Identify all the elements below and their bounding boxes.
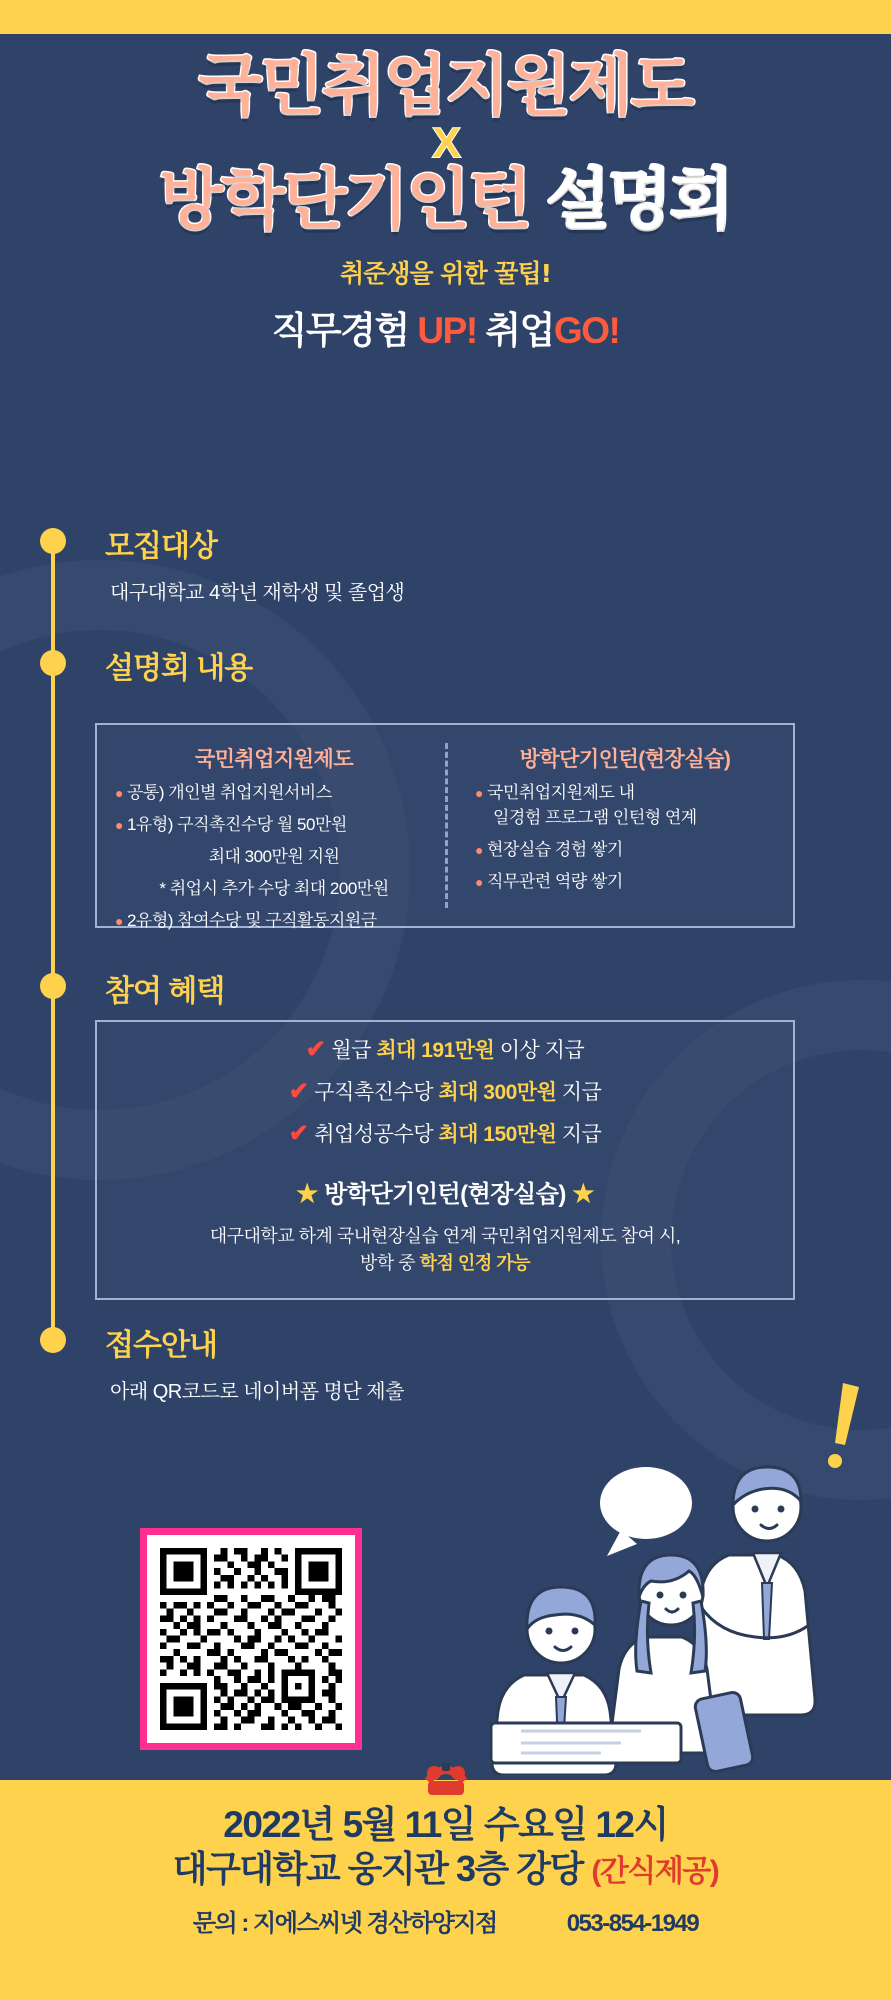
benefit-label-b: 이상 지급 — [494, 1039, 585, 1062]
speech-bubble-icon — [600, 1467, 692, 1556]
list-item — [115, 910, 433, 933]
bullet-icon: ● — [115, 912, 123, 929]
title-block — [0, 48, 891, 354]
footer-place-note: (간식제공) — [591, 1855, 719, 1888]
box-divider — [445, 743, 448, 908]
qr-code-image — [153, 1541, 349, 1737]
benefit-item — [97, 1118, 793, 1148]
section-heading-application: 접수안내 — [105, 1329, 217, 1362]
footer-phone-number: 053-854-1949 — [566, 1910, 699, 1937]
benefits-footnote-line-1: 대구대학교 하계 국내현장실습 연계 국민취업지원제도 참여 시, — [209, 1226, 681, 1246]
bullet-icon: ● — [475, 841, 483, 858]
timeline-dot-2 — [40, 650, 66, 676]
list-item — [115, 878, 433, 901]
tagline-go: GO! — [553, 310, 620, 351]
benefit-label-b: 지급 — [556, 1123, 602, 1146]
benefits-box — [95, 1020, 795, 1300]
tagline-part-1: 직무경험 — [271, 310, 418, 351]
benefits-footnote-line-2a: 방학 중 — [359, 1253, 420, 1273]
timeline-dot-3 — [40, 973, 66, 999]
section-heading-briefing-content: 설명회 내용 — [105, 652, 253, 685]
benefit-item — [97, 1076, 793, 1106]
title-line-1: 국민취업지원제도 — [198, 48, 693, 122]
benefits-footnote-highlight: 학점 인정 가능 — [419, 1253, 530, 1273]
footer-date: 2022년 5월 11일 수요일 12시 — [223, 1804, 668, 1845]
content-col-right — [475, 743, 775, 894]
list-item-label: * 취업시 추가 수당 최대 200만원 — [159, 878, 389, 898]
section-heading-benefits: 참여 혜택 — [105, 975, 225, 1008]
benefits-subtitle — [97, 1174, 793, 1209]
footer-place-label: 대구대학교 웅지관 3층 강당 — [172, 1848, 592, 1889]
title-line-2-b: 설명회 — [529, 162, 732, 236]
benefit-amount: 최대 150만원 — [438, 1123, 557, 1146]
content-col-left — [115, 743, 433, 933]
bullet-icon: ● — [475, 785, 483, 801]
top-accent-bar — [0, 0, 891, 34]
footer-contact-label: 문의 : 지에스씨넷 경산하양지점 — [192, 1910, 497, 1937]
qr-code[interactable] — [140, 1528, 362, 1750]
timeline-dot-1 — [40, 528, 66, 554]
tagline-up: UP! — [417, 310, 477, 351]
benefits-subtitle-label: 방학단기인턴(현장실습) — [324, 1181, 566, 1208]
exclamation-icon — [828, 1383, 859, 1468]
content-col-left-header: 국민취업지원제도 — [194, 748, 354, 771]
list-item-label: 현장실습 경험 쌓기 — [486, 839, 623, 859]
check-icon: ✔ — [288, 1078, 309, 1105]
list-item-label: 직무관련 역량 쌓기 — [486, 871, 623, 891]
benefit-label-a: 취업성공수당 — [314, 1123, 439, 1146]
benefits-footnote — [97, 1223, 793, 1277]
list-item — [475, 871, 775, 894]
benefit-label-a: 월급 — [331, 1039, 377, 1062]
documents — [491, 1723, 681, 1763]
footer-place — [0, 1841, 891, 1892]
list-item-label: 국민취업지원제도 내 — [486, 783, 635, 802]
check-icon: ✔ — [288, 1120, 309, 1147]
list-item — [475, 839, 775, 862]
list-item — [115, 782, 433, 805]
list-item — [115, 846, 433, 869]
tagline-part-2: 취업 — [476, 310, 554, 351]
title-x-separator: X — [432, 119, 459, 166]
list-item — [115, 814, 433, 837]
benefit-amount: 최대 300만원 — [438, 1081, 557, 1104]
benefit-item — [97, 1034, 793, 1064]
timeline-dot-4 — [40, 1327, 66, 1353]
section-text-recruitment-target: 대구대학교 4학년 재학생 및 졸업생 — [110, 582, 405, 604]
bullet-icon: ● — [475, 873, 483, 890]
benefit-label-a: 구직촉진수당 — [314, 1081, 439, 1104]
star-icon-left: ★ — [295, 1180, 318, 1208]
check-icon: ✔ — [305, 1036, 326, 1063]
title-line-2-a: 방학단기인턴 — [159, 162, 530, 236]
bullet-icon: ● — [115, 816, 123, 833]
people-illustration — [461, 1375, 881, 1775]
star-icon-right: ★ — [572, 1180, 594, 1208]
content-col-right-header: 방학단기인턴(현장실습) — [519, 748, 731, 771]
title-script-subtitle: 취준생을 위한 꿀팁! — [339, 259, 551, 288]
title-line-2 — [0, 162, 891, 236]
tagline — [0, 300, 891, 354]
list-item-label: 최대 300만원 지원 — [208, 846, 340, 866]
list-item-label: 일경험 프로그램 인턴형 연계 — [493, 807, 697, 827]
benefit-amount: 최대 191만원 — [376, 1039, 495, 1062]
list-item-label: 1유형) 구직촉진수당 월 50만원 — [126, 814, 347, 834]
content-box — [95, 723, 795, 928]
bullet-icon: ● — [115, 785, 123, 801]
section-text-application-note: 아래 QR코드로 네이버폼 명단 제출 — [110, 1381, 404, 1403]
list-item-label: 2유형) 참여수당 및 구직활동지원금 — [126, 910, 377, 930]
list-item — [475, 807, 775, 830]
benefit-label-b: 지급 — [556, 1081, 602, 1104]
section-heading-recruitment: 모집대상 — [105, 530, 217, 563]
list-item-label: 공통) 개인별 취업지원서비스 — [126, 783, 332, 802]
list-item — [475, 782, 775, 805]
footer-contact — [0, 1903, 891, 1938]
